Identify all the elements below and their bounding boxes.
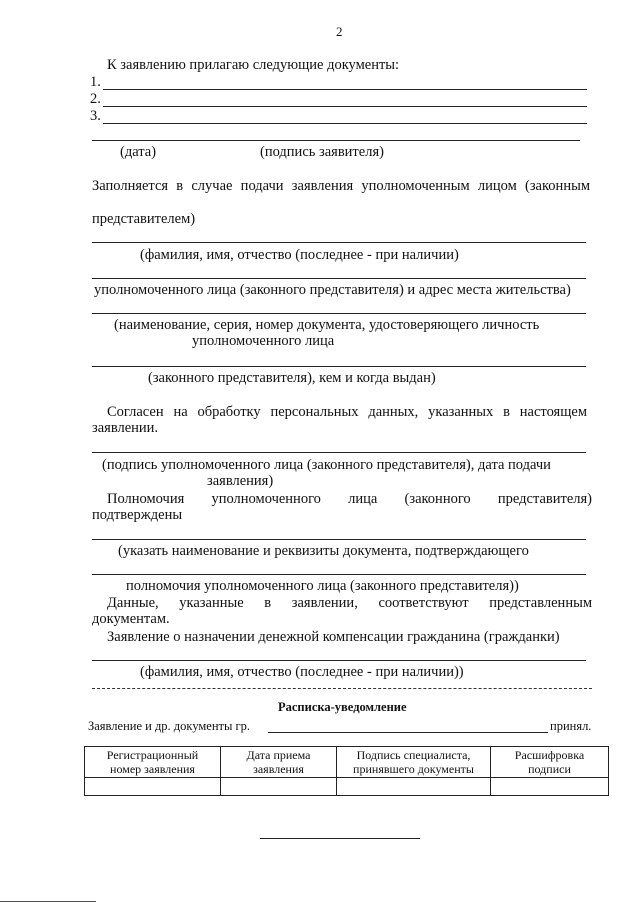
header-signature-decoding-line1: Расшифровка: [514, 748, 585, 762]
representative-id-caption-line1: (наименование, серия, номер документа, удостоверяющего личность: [114, 317, 540, 333]
header-signature-decoding-line2: подписи: [528, 762, 571, 776]
registration-table-header-row: [85, 747, 609, 778]
cell-acceptance-date[interactable]: [221, 778, 337, 796]
authority-caption-line1: (указать наименование и реквизиты документа, подтверждающего: [118, 543, 529, 559]
verification-line2: документам.: [92, 611, 170, 627]
cell-registration-number[interactable]: [85, 778, 221, 796]
citizen-fio-caption: (фамилия, имя, отчество (последнее - при наличии)): [140, 664, 464, 680]
consent-caption-line1: (подпись уполномоченного лица (законного представителя), дата подачи: [102, 457, 551, 473]
receipt-line-prefix: Заявление и др. документы гр.: [88, 719, 251, 733]
representative-intro-line1: Заполняется в случае подачи заявления уполномоченным лицом (законным: [92, 178, 590, 194]
applicant-signature-caption: (подпись заявителя): [260, 144, 384, 160]
receipt-line-suffix: принял.: [550, 719, 592, 733]
header-specialist-signature-line1: Подпись специалиста,: [356, 748, 471, 762]
authority-document-line-2[interactable]: [92, 574, 586, 575]
cell-specialist-signature[interactable]: [337, 778, 491, 796]
attachment-item-3-number: 3.: [90, 108, 101, 124]
representative-address-caption: уполномоченного лица (законного представителя) и адрес места жительства): [94, 282, 571, 298]
header-acceptance-date-line2: заявления: [253, 762, 304, 776]
authority-line1: Полномочия уполномоченного лица (законного представителя): [107, 491, 592, 507]
attachment-item-2-line[interactable]: [103, 106, 587, 107]
representative-fio-line[interactable]: [92, 242, 586, 243]
registration-table: [84, 746, 609, 796]
header-acceptance-date-line1: Дата приема: [246, 748, 311, 762]
representative-id-issued-line[interactable]: [92, 366, 586, 367]
authority-line2: подтверждены: [92, 507, 183, 523]
cell-signature-decoding[interactable]: [491, 778, 609, 796]
consent-line1: Согласен на обработку персональных данных, указанных в настоящем: [107, 404, 587, 420]
date-signature-line[interactable]: [92, 140, 580, 141]
application-title-line: Заявление о назначении денежной компенсации гражданина (гражданки): [107, 629, 560, 645]
representative-fio-caption: (фамилия, имя, отчество (последнее - при наличии): [140, 247, 459, 263]
verification-line1: Данные, указанные в заявлении, соответствуют представленным: [107, 595, 592, 611]
representative-id-caption-line2: уполномоченного лица: [192, 333, 335, 349]
attachments-intro: К заявлению прилагаю следующие документы:: [107, 57, 400, 73]
closing-divider: [260, 838, 420, 839]
date-caption: (дата): [120, 144, 157, 160]
cut-line: [92, 688, 592, 689]
consent-caption-line2: заявления): [207, 473, 274, 489]
header-specialist-signature: [337, 747, 491, 778]
attachment-item-1-line[interactable]: [103, 89, 587, 90]
receipt-title: Расписка-уведомление: [278, 700, 407, 714]
consent-line2: заявлении.: [92, 420, 159, 436]
representative-id-line[interactable]: [92, 313, 586, 314]
authority-document-line[interactable]: [92, 539, 586, 540]
header-registration-number-line1: Регистрационный: [106, 748, 199, 762]
consent-signature-line[interactable]: [92, 452, 586, 453]
header-specialist-signature-line2: принявшего документы: [353, 762, 474, 776]
receipt-name-line[interactable]: [268, 732, 548, 733]
attachment-item-2-number: 2.: [90, 91, 101, 107]
footnote-divider: [0, 901, 96, 902]
authority-caption-line2: полномочия уполномоченного лица (законного представителя)): [126, 578, 519, 594]
representative-address-line[interactable]: [92, 278, 586, 279]
attachment-item-1-number: 1.: [90, 74, 101, 90]
representative-id-caption-line3: (законного представителя), кем и когда выдан): [148, 370, 436, 386]
header-registration-number: [85, 747, 221, 778]
header-registration-number-line2: номер заявления: [110, 762, 195, 776]
page-number: 2: [336, 24, 343, 39]
header-acceptance-date: [221, 747, 337, 778]
citizen-fio-line[interactable]: [92, 660, 586, 661]
attachment-item-3-line[interactable]: [103, 123, 587, 124]
representative-intro-line2: представителем): [92, 211, 196, 227]
header-signature-decoding: [491, 747, 609, 778]
registration-table-row: [85, 778, 609, 796]
